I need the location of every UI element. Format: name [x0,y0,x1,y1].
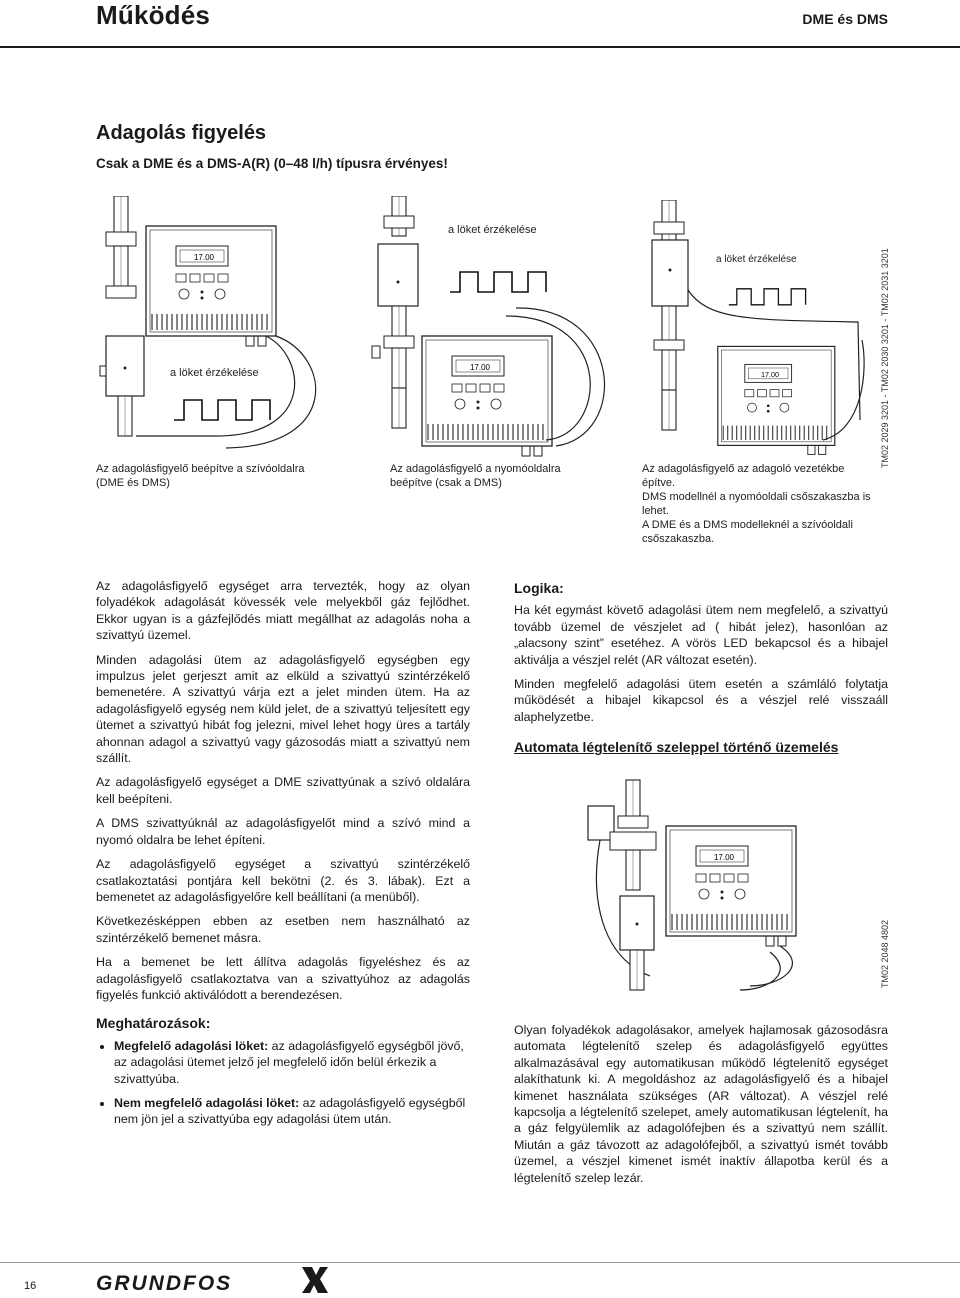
grundfos-logo: GRUNDFOS [96,1272,233,1295]
definition-item [114,1095,470,1128]
definition-term: Nem megfelelő adagolási löket: [114,1095,300,1110]
right-column-logic [514,580,888,733]
figure-2-caption: Az adagolásfigyelő a nyomóoldalra beépítve (csak a DMS) [390,463,561,489]
figure-reference-top: TM02 2029 3201 - TM02 2030 3201 - TM02 2031 3201 [880,248,890,468]
footer-rule [0,1262,960,1263]
definition-item [114,1038,470,1087]
definition-term: Megfelelő adagolási löket: [114,1038,269,1053]
pump-display-value: 17.00 [713,853,735,862]
page-header [0,0,960,48]
auto-vent-paragraph: Olyan folyadékok adagolásakor, amelyek hajlamosak gázosodásra automata légtelenítő szelep és adagolásfigyelő együttes alkalmazásával egy automatikusan működő légtelenítő egységet alakíthatunk ki. A megoldáshoz az adagolásfigyelő és a hibajel kimenet használata szükséges (AR változat). A vészjel relé kapcsolja a légtelenítő szelepet, amely automatikusan légtelenít, ha a gáz felgyülemlik az adagolófejben és a szivattyú nem szállít. Miután a gáz távozott az adagolófejből, a szivattyú ismét tovább üzemel, a vészjel kimenet ismét inaktív állapotba kerül és a légtelenítő szelep lezár. [514,1023,888,1185]
logic-title: Logika: [514,580,564,596]
paragraph-6: Következésképpen ebben az esetben nem használható az szintérzékelő bemenet másra. [96,914,470,945]
paragraph-7: Ha a bemenet be lett állítva adagolás figyeléshez és az adagolásfigyelő csatlakoztatva van a szivattyúhoz az adagolás figyelés funkció aktiválódott a berendezésen. [96,955,470,1002]
header-rule [0,46,960,48]
definition-text: az adagolásfigyelő egységből nem jön jel a szivattyúba egy adagolási ütem után. [114,1095,466,1127]
paragraph-3: Az adagolásfigyelő egységet a DME szivattyúnak a szívó oldalára kell beépíteni. [96,775,470,806]
figure-3-caption-line-2: DMS modellnél a nyomóoldali csőszakaszba is lehet. [642,491,871,517]
figure-3-caption-line-3: A DME és a DMS modelleknél a szívóoldali csőszakaszba. [642,519,853,545]
figure-3-caption-line-1: Az adagolásfigyelő az adagoló vezetékbe építve. [642,463,845,489]
paragraph-5: Az adagolásfigyelő egységet a szivattyú szintérzékelő csatlakoztatási pontjára kell bekötni (2. és 3. lábak). Ezt a bemenetet az adagolásfigyelőre kell beállítani (a menüből). [96,857,470,904]
right-column-auto [514,1022,888,1194]
logic-paragraph-2: Minden megfelelő adagolási ütem esetén a számláló folytatja működését a hibajel kikapcsol és a vészjel relé visszaáll alaphelyzetbe. [514,677,888,724]
page-number: 16 [24,1280,37,1292]
pump-display-value: 17.00 [761,370,779,379]
paragraph-4: A DMS szivattyúknál az adagolásfigyelőt mind a szívó mind a nyomó oldalra be lehet építeni. [96,816,470,847]
definitions-list [96,1038,470,1128]
auto-vent-title: Automata légtelenítő szeleppel történő üzemelés [514,739,839,755]
figure-auto-vent [570,776,810,996]
figure-reference-bottom: TM02 2048 4802 [880,919,890,988]
figure-suction-side [96,196,346,456]
pump-display-value: 17.00 [193,253,215,262]
stroke-label-1: a löket érzékelése [170,367,259,379]
stroke-label-2: a löket érzékelése [448,224,537,236]
paragraph-2: Minden adagolási ütem az adagolásfigyelő egységben egy impulzus jelet gerjeszt amit az elküld a szivattyú szintérzékelő bemenetére. A szivattyú várja ezt a jelet minden ütem. Ha az adagolásfigyelő egység nem küld jelet, de a szivattyú teljesített egy ütemet a szivattyú hibát fog jelezni, mivel lehet hogy üres a tartály ahonnan adagol a szivattyú vagy gázosodás miatt a szivattyú nem szállít. [96,652,470,766]
section-title: Adagolás figyelés [96,122,267,144]
pump-display-value: 17.00 [469,363,491,372]
left-column [96,578,470,1136]
logic-paragraph-1: Ha két egymást követő adagolási ütem nem megfelelő, a szivattyú tovább üzemel de vészjelet ad ( hibát jelez), hasonlóan az „alacsony szint” esetéhez. A vörös LED bekapcsol és a hibajel aktiválja a vészjel relét (AR változat esetén). [514,603,888,667]
figure-3-caption [642,462,872,546]
definitions-title: Meghatározások: [96,1015,211,1032]
definition-text: az adagolásfigyelő egységből jövő, az adagolási ütemet jelző jel megfelelő időn belül érkezik a szivattyúba. [114,1038,464,1086]
chapter-title: Működés [96,0,211,30]
paragraph-1: Az adagolásfigyelő egységet arra tervezték, hogy az olyan folyadékok adagolását kövessék vele melyekből gáz fejlődhet. Ekkor ugyan is a gázfejlődés miatt megállhat az adagolás noha a szivattyú üzemel. [96,579,470,643]
figure-1-caption: Az adagolásfigyelő beépítve a szívóoldalra (DME és DMS) [96,463,305,489]
section-subtitle: Csak a DME és a DMS-A(R) (0–48 l/h) típusra érvényes! [96,156,448,171]
figure-dosing-line [648,200,878,455]
grundfos-logo-mark-icon [300,1265,330,1295]
stroke-label-3: a löket érzékelése [716,254,797,265]
product-name: DME és DMS [802,11,888,27]
